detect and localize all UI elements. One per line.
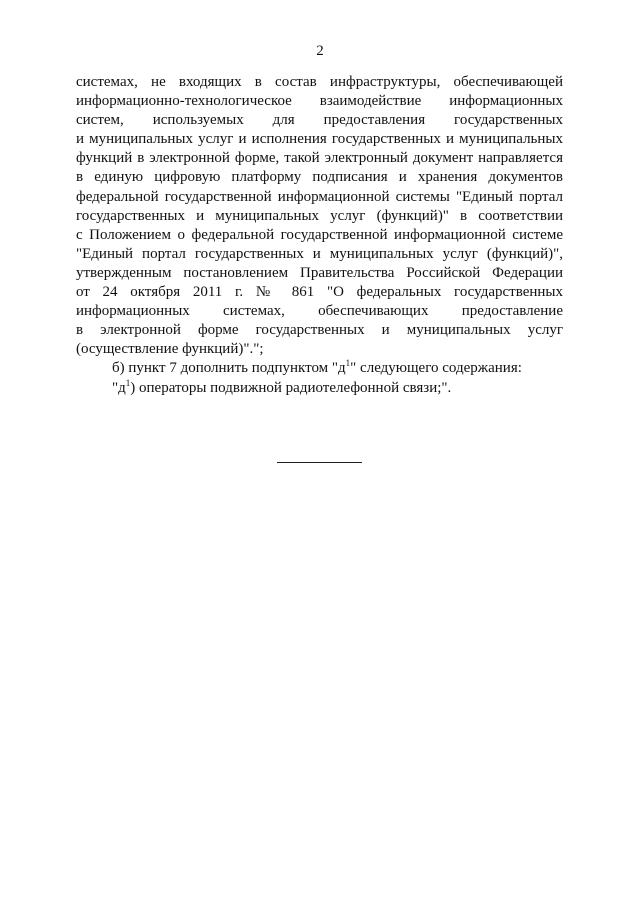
text-line: в единую цифровую платформу подписания и хранения документов bbox=[76, 169, 563, 186]
superscript: 1 bbox=[345, 358, 351, 369]
text-line: системах, не входящих в состав инфраструктуры, обеспечивающей bbox=[76, 74, 563, 90]
text-line: утвержденным постановлением Правительства Российской Федерации bbox=[76, 264, 563, 281]
text-line: информационных системах, обеспечивающих предоставление bbox=[76, 303, 563, 320]
text-fragment: " следующего содержания: bbox=[350, 360, 522, 377]
text-line: в электронной форме государственных и муниципальных услуг bbox=[76, 322, 563, 339]
text-line: федеральной государственной информационной системы "Единый портал bbox=[76, 188, 563, 205]
text-line: (осуществление функций)"."; bbox=[76, 341, 264, 358]
text-line: от 24 октября 2011 г. № 861 "О федеральных государственных bbox=[76, 284, 563, 301]
text-line: функций в электронной форме, такой электронный документ направляется bbox=[76, 150, 563, 167]
paragraph-continuation bbox=[76, 73, 563, 359]
text-line: информационно-технологическое взаимодействие информационных bbox=[76, 93, 563, 110]
text-fragment: "д bbox=[112, 379, 126, 396]
text-line: систем, используемых для предоставления государственных bbox=[76, 112, 563, 129]
paragraph-amendment-b bbox=[76, 359, 563, 378]
page-number: 2 bbox=[316, 43, 324, 59]
text-fragment: б) пункт 7 дополнить подпунктом "д bbox=[112, 360, 346, 377]
text-fragment: ) операторы подвижной радиотелефонной связи;". bbox=[130, 379, 452, 396]
document-body bbox=[76, 73, 563, 398]
end-divider bbox=[277, 462, 362, 463]
text-line: и муниципальных услуг и исполнения государственных и муниципальных bbox=[76, 131, 563, 148]
paragraph-subitem-d1 bbox=[76, 379, 563, 398]
text-line: с Положением о федеральной государственной информационной системе bbox=[76, 226, 563, 243]
text-line: государственных и муниципальных услуг (функций)" в соответствии bbox=[76, 207, 563, 224]
text-line: "Единый портал государственных и муниципальных услуг (функций)", bbox=[76, 245, 563, 262]
superscript: 1 bbox=[125, 377, 131, 388]
